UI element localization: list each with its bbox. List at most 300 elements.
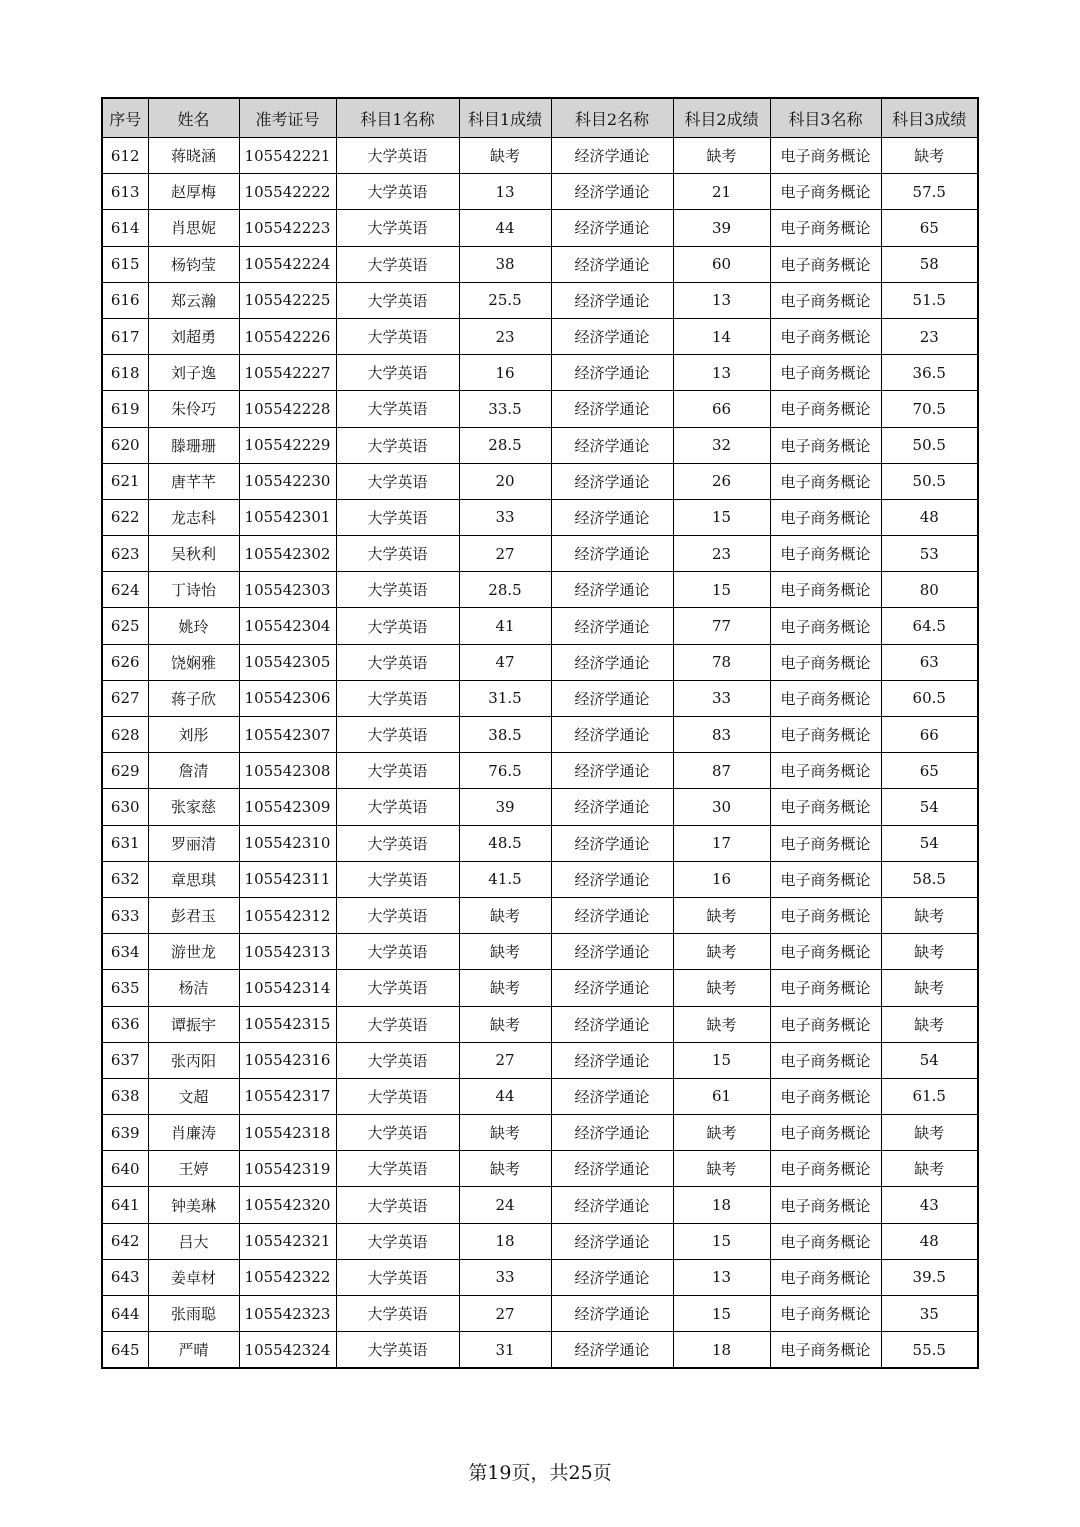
- subject3-score-cell: 55.5: [881, 1332, 978, 1369]
- subject3-score-cell: 48: [881, 499, 978, 535]
- subject2-score-cell: 缺考: [673, 897, 770, 933]
- subject3-score-cell: 缺考: [881, 897, 978, 933]
- table-row: [102, 210, 978, 246]
- subject1-score-cell: 28.5: [459, 427, 551, 463]
- table-row: [102, 1259, 978, 1295]
- subject2-name-cell: 经济学通论: [551, 355, 673, 391]
- subject3-name-cell: 电子商务概论: [770, 174, 881, 210]
- subject1-score-cell: 20: [459, 463, 551, 499]
- exam-id-cell: 105542316: [239, 1042, 336, 1078]
- score-table: [101, 97, 979, 1369]
- subject3-name-cell: 电子商务概论: [770, 1296, 881, 1332]
- subject1-score-cell: 27: [459, 1042, 551, 1078]
- subject2-score-cell: 39: [673, 210, 770, 246]
- subject3-score-cell: 53: [881, 536, 978, 572]
- table-row: [102, 499, 978, 535]
- table-row: [102, 1332, 978, 1369]
- column-header-name: 姓名: [148, 98, 239, 138]
- name-cell: 蒋晓涵: [148, 138, 239, 174]
- exam-id-cell: 105542305: [239, 644, 336, 680]
- subject2-score-cell: 18: [673, 1332, 770, 1369]
- subject2-score-cell: 30: [673, 789, 770, 825]
- subject2-score-cell: 缺考: [673, 1006, 770, 1042]
- subject3-name-cell: 电子商务概论: [770, 1151, 881, 1187]
- subject1-score-cell: 25.5: [459, 282, 551, 318]
- subject1-name-cell: 大学英语: [336, 1078, 459, 1114]
- subject2-score-cell: 15: [673, 1042, 770, 1078]
- index-cell: 638: [102, 1078, 148, 1114]
- subject3-name-cell: 电子商务概论: [770, 861, 881, 897]
- subject1-score-cell: 缺考: [459, 1151, 551, 1187]
- name-cell: 赵厚梅: [148, 174, 239, 210]
- subject2-name-cell: 经济学通论: [551, 1296, 673, 1332]
- subject1-name-cell: 大学英语: [336, 536, 459, 572]
- subject3-name-cell: 电子商务概论: [770, 1259, 881, 1295]
- exam-id-cell: 105542323: [239, 1296, 336, 1332]
- name-cell: 姚玲: [148, 608, 239, 644]
- subject2-name-cell: 经济学通论: [551, 608, 673, 644]
- index-cell: 635: [102, 970, 148, 1006]
- subject2-name-cell: 经济学通论: [551, 825, 673, 861]
- subject3-score-cell: 缺考: [881, 934, 978, 970]
- subject2-score-cell: 32: [673, 427, 770, 463]
- subject1-name-cell: 大学英语: [336, 174, 459, 210]
- table-row: [102, 789, 978, 825]
- index-cell: 640: [102, 1151, 148, 1187]
- subject3-score-cell: 61.5: [881, 1078, 978, 1114]
- exam-id-cell: 105542318: [239, 1115, 336, 1151]
- subject2-score-cell: 缺考: [673, 138, 770, 174]
- subject2-name-cell: 经济学通论: [551, 1042, 673, 1078]
- subject1-score-cell: 38: [459, 246, 551, 282]
- subject2-score-cell: 15: [673, 1223, 770, 1259]
- table-row: [102, 897, 978, 933]
- subject1-name-cell: 大学英语: [336, 1296, 459, 1332]
- subject2-name-cell: 经济学通论: [551, 970, 673, 1006]
- page-number: 第19页，共25页: [468, 1462, 612, 1484]
- subject3-name-cell: 电子商务概论: [770, 1115, 881, 1151]
- subject1-score-cell: 缺考: [459, 897, 551, 933]
- name-cell: 姜卓材: [148, 1259, 239, 1295]
- subject1-score-cell: 24: [459, 1187, 551, 1223]
- subject3-name-cell: 电子商务概论: [770, 1078, 881, 1114]
- column-header-index: 序号: [102, 98, 148, 138]
- subject1-score-cell: 13: [459, 174, 551, 210]
- name-cell: 杨钧莹: [148, 246, 239, 282]
- subject3-score-cell: 57.5: [881, 174, 978, 210]
- subject3-score-cell: 缺考: [881, 138, 978, 174]
- table-header: [102, 98, 978, 138]
- exam-id-cell: 105542301: [239, 499, 336, 535]
- subject1-score-cell: 27: [459, 536, 551, 572]
- subject2-score-cell: 13: [673, 355, 770, 391]
- subject3-score-cell: 35: [881, 1296, 978, 1332]
- subject3-score-cell: 36.5: [881, 355, 978, 391]
- header-row: [102, 98, 978, 138]
- subject2-score-cell: 26: [673, 463, 770, 499]
- subject3-name-cell: 电子商务概论: [770, 210, 881, 246]
- subject1-name-cell: 大学英语: [336, 1259, 459, 1295]
- index-cell: 617: [102, 318, 148, 354]
- subject3-name-cell: 电子商务概论: [770, 1006, 881, 1042]
- subject2-score-cell: 缺考: [673, 1115, 770, 1151]
- index-cell: 639: [102, 1115, 148, 1151]
- subject2-name-cell: 经济学通论: [551, 536, 673, 572]
- subject3-score-cell: 缺考: [881, 970, 978, 1006]
- subject1-score-cell: 18: [459, 1223, 551, 1259]
- index-cell: 643: [102, 1259, 148, 1295]
- subject2-score-cell: 66: [673, 391, 770, 427]
- index-cell: 626: [102, 644, 148, 680]
- subject2-name-cell: 经济学通论: [551, 861, 673, 897]
- table-row: [102, 1006, 978, 1042]
- index-cell: 630: [102, 789, 148, 825]
- subject3-name-cell: 电子商务概论: [770, 391, 881, 427]
- subject2-name-cell: 经济学通论: [551, 318, 673, 354]
- subject2-name-cell: 经济学通论: [551, 282, 673, 318]
- subject2-name-cell: 经济学通论: [551, 427, 673, 463]
- subject2-name-cell: 经济学通论: [551, 680, 673, 716]
- subject2-name-cell: 经济学通论: [551, 1115, 673, 1151]
- column-header-subject1-name: 科目1名称: [336, 98, 459, 138]
- subject1-name-cell: 大学英语: [336, 1332, 459, 1369]
- name-cell: 钟美琳: [148, 1187, 239, 1223]
- exam-id-cell: 105542309: [239, 789, 336, 825]
- subject1-score-cell: 缺考: [459, 1115, 551, 1151]
- table-row: [102, 282, 978, 318]
- index-cell: 622: [102, 499, 148, 535]
- subject2-score-cell: 21: [673, 174, 770, 210]
- subject3-name-cell: 电子商务概论: [770, 934, 881, 970]
- index-cell: 632: [102, 861, 148, 897]
- subject1-score-cell: 33.5: [459, 391, 551, 427]
- name-cell: 杨洁: [148, 970, 239, 1006]
- name-cell: 郑云瀚: [148, 282, 239, 318]
- subject1-score-cell: 缺考: [459, 934, 551, 970]
- subject1-name-cell: 大学英语: [336, 825, 459, 861]
- subject1-name-cell: 大学英语: [336, 355, 459, 391]
- subject2-score-cell: 缺考: [673, 934, 770, 970]
- column-header-subject3-name: 科目3名称: [770, 98, 881, 138]
- table-row: [102, 717, 978, 753]
- table-row: [102, 608, 978, 644]
- subject1-score-cell: 41: [459, 608, 551, 644]
- index-cell: 618: [102, 355, 148, 391]
- table-row: [102, 861, 978, 897]
- subject3-score-cell: 39.5: [881, 1259, 978, 1295]
- subject1-score-cell: 27: [459, 1296, 551, 1332]
- index-cell: 613: [102, 174, 148, 210]
- subject2-score-cell: 61: [673, 1078, 770, 1114]
- table-row: [102, 1296, 978, 1332]
- name-cell: 文超: [148, 1078, 239, 1114]
- subject3-name-cell: 电子商务概论: [770, 572, 881, 608]
- subject1-score-cell: 31.5: [459, 680, 551, 716]
- table-row: [102, 1115, 978, 1151]
- subject3-score-cell: 60.5: [881, 680, 978, 716]
- column-header-exam-id: 准考证号: [239, 98, 336, 138]
- subject2-score-cell: 缺考: [673, 1151, 770, 1187]
- exam-id-cell: 105542226: [239, 318, 336, 354]
- name-cell: 吴秋利: [148, 536, 239, 572]
- table-row: [102, 536, 978, 572]
- name-cell: 丁诗怡: [148, 572, 239, 608]
- subject3-name-cell: 电子商务概论: [770, 282, 881, 318]
- exam-id-cell: 105542223: [239, 210, 336, 246]
- subject1-name-cell: 大学英语: [336, 1115, 459, 1151]
- table-row: [102, 246, 978, 282]
- subject1-score-cell: 48.5: [459, 825, 551, 861]
- index-cell: 616: [102, 282, 148, 318]
- exam-id-cell: 105542310: [239, 825, 336, 861]
- index-cell: 615: [102, 246, 148, 282]
- table-row: [102, 391, 978, 427]
- subject1-score-cell: 31: [459, 1332, 551, 1369]
- name-cell: 张雨聪: [148, 1296, 239, 1332]
- subject2-name-cell: 经济学通论: [551, 572, 673, 608]
- name-cell: 唐芊芊: [148, 463, 239, 499]
- subject3-score-cell: 缺考: [881, 1006, 978, 1042]
- exam-id-cell: 105542221: [239, 138, 336, 174]
- subject1-score-cell: 16: [459, 355, 551, 391]
- subject1-name-cell: 大学英语: [336, 608, 459, 644]
- table-row: [102, 572, 978, 608]
- subject3-score-cell: 70.5: [881, 391, 978, 427]
- subject2-name-cell: 经济学通论: [551, 717, 673, 753]
- subject1-name-cell: 大学英语: [336, 861, 459, 897]
- index-cell: 636: [102, 1006, 148, 1042]
- name-cell: 谭振宇: [148, 1006, 239, 1042]
- exam-id-cell: 105542228: [239, 391, 336, 427]
- table-row: [102, 463, 978, 499]
- name-cell: 滕珊珊: [148, 427, 239, 463]
- exam-id-cell: 105542315: [239, 1006, 336, 1042]
- subject1-name-cell: 大学英语: [336, 1223, 459, 1259]
- index-cell: 628: [102, 717, 148, 753]
- table-row: [102, 174, 978, 210]
- subject3-name-cell: 电子商务概论: [770, 318, 881, 354]
- subject1-score-cell: 41.5: [459, 861, 551, 897]
- subject3-score-cell: 50.5: [881, 427, 978, 463]
- subject3-name-cell: 电子商务概论: [770, 1042, 881, 1078]
- table-row: [102, 934, 978, 970]
- column-header-subject1-score: 科目1成绩: [459, 98, 551, 138]
- subject2-name-cell: 经济学通论: [551, 499, 673, 535]
- subject2-score-cell: 15: [673, 499, 770, 535]
- subject3-name-cell: 电子商务概论: [770, 753, 881, 789]
- subject3-name-cell: 电子商务概论: [770, 1223, 881, 1259]
- exam-id-cell: 105542227: [239, 355, 336, 391]
- table-body: [102, 138, 978, 1369]
- subject1-name-cell: 大学英语: [336, 789, 459, 825]
- name-cell: 游世龙: [148, 934, 239, 970]
- subject3-score-cell: 65: [881, 753, 978, 789]
- index-cell: 645: [102, 1332, 148, 1369]
- subject2-name-cell: 经济学通论: [551, 934, 673, 970]
- exam-id-cell: 105542312: [239, 897, 336, 933]
- index-cell: 614: [102, 210, 148, 246]
- subject1-name-cell: 大学英语: [336, 644, 459, 680]
- table-row: [102, 644, 978, 680]
- subject3-score-cell: 80: [881, 572, 978, 608]
- subject2-name-cell: 经济学通论: [551, 897, 673, 933]
- subject2-score-cell: 33: [673, 680, 770, 716]
- subject1-name-cell: 大学英语: [336, 391, 459, 427]
- exam-id-cell: 105542306: [239, 680, 336, 716]
- exam-id-cell: 105542225: [239, 282, 336, 318]
- index-cell: 621: [102, 463, 148, 499]
- subject1-name-cell: 大学英语: [336, 1006, 459, 1042]
- subject1-score-cell: 23: [459, 318, 551, 354]
- subject1-name-cell: 大学英语: [336, 1151, 459, 1187]
- subject3-score-cell: 58.5: [881, 861, 978, 897]
- index-cell: 637: [102, 1042, 148, 1078]
- table-row: [102, 825, 978, 861]
- exam-id-cell: 105542222: [239, 174, 336, 210]
- subject2-name-cell: 经济学通论: [551, 1078, 673, 1114]
- name-cell: 刘超勇: [148, 318, 239, 354]
- subject2-score-cell: 87: [673, 753, 770, 789]
- subject1-name-cell: 大学英语: [336, 138, 459, 174]
- subject3-name-cell: 电子商务概论: [770, 427, 881, 463]
- subject1-score-cell: 缺考: [459, 138, 551, 174]
- subject3-name-cell: 电子商务概论: [770, 1187, 881, 1223]
- subject2-name-cell: 经济学通论: [551, 1259, 673, 1295]
- subject1-name-cell: 大学英语: [336, 318, 459, 354]
- subject1-name-cell: 大学英语: [336, 427, 459, 463]
- subject3-name-cell: 电子商务概论: [770, 897, 881, 933]
- subject2-score-cell: 13: [673, 282, 770, 318]
- name-cell: 肖思妮: [148, 210, 239, 246]
- subject2-name-cell: 经济学通论: [551, 391, 673, 427]
- subject1-name-cell: 大学英语: [336, 680, 459, 716]
- name-cell: 王婷: [148, 1151, 239, 1187]
- subject2-score-cell: 15: [673, 1296, 770, 1332]
- subject2-score-cell: 60: [673, 246, 770, 282]
- table-row: [102, 970, 978, 1006]
- column-header-subject2-name: 科目2名称: [551, 98, 673, 138]
- subject1-score-cell: 44: [459, 210, 551, 246]
- subject1-score-cell: 33: [459, 1259, 551, 1295]
- index-cell: 625: [102, 608, 148, 644]
- subject1-score-cell: 47: [459, 644, 551, 680]
- name-cell: 蒋子欣: [148, 680, 239, 716]
- subject2-score-cell: 13: [673, 1259, 770, 1295]
- index-cell: 641: [102, 1187, 148, 1223]
- subject3-score-cell: 64.5: [881, 608, 978, 644]
- subject1-score-cell: 39: [459, 789, 551, 825]
- exam-id-cell: 105542307: [239, 717, 336, 753]
- subject2-name-cell: 经济学通论: [551, 644, 673, 680]
- exam-id-cell: 105542324: [239, 1332, 336, 1369]
- subject3-score-cell: 54: [881, 789, 978, 825]
- subject3-score-cell: 43: [881, 1187, 978, 1223]
- table-row: [102, 1078, 978, 1114]
- table-row: [102, 427, 978, 463]
- subject1-name-cell: 大学英语: [336, 1042, 459, 1078]
- subject3-score-cell: 缺考: [881, 1115, 978, 1151]
- subject3-name-cell: 电子商务概论: [770, 499, 881, 535]
- subject2-name-cell: 经济学通论: [551, 1332, 673, 1369]
- subject2-score-cell: 83: [673, 717, 770, 753]
- name-cell: 严晴: [148, 1332, 239, 1369]
- subject3-name-cell: 电子商务概论: [770, 138, 881, 174]
- subject1-name-cell: 大学英语: [336, 970, 459, 1006]
- subject2-name-cell: 经济学通论: [551, 174, 673, 210]
- subject1-score-cell: 44: [459, 1078, 551, 1114]
- subject2-name-cell: 经济学通论: [551, 1006, 673, 1042]
- name-cell: 张丙阳: [148, 1042, 239, 1078]
- index-cell: 627: [102, 680, 148, 716]
- subject1-name-cell: 大学英语: [336, 897, 459, 933]
- table-row: [102, 680, 978, 716]
- index-cell: 642: [102, 1223, 148, 1259]
- subject3-score-cell: 缺考: [881, 1151, 978, 1187]
- subject3-name-cell: 电子商务概论: [770, 825, 881, 861]
- subject3-score-cell: 48: [881, 1223, 978, 1259]
- subject1-name-cell: 大学英语: [336, 572, 459, 608]
- subject1-name-cell: 大学英语: [336, 717, 459, 753]
- name-cell: 彭君玉: [148, 897, 239, 933]
- exam-id-cell: 105542311: [239, 861, 336, 897]
- table-row: [102, 1042, 978, 1078]
- exam-id-cell: 105542320: [239, 1187, 336, 1223]
- table-row: [102, 1187, 978, 1223]
- table-row: [102, 355, 978, 391]
- subject3-score-cell: 51.5: [881, 282, 978, 318]
- subject2-name-cell: 经济学通论: [551, 138, 673, 174]
- subject3-name-cell: 电子商务概论: [770, 463, 881, 499]
- name-cell: 龙志科: [148, 499, 239, 535]
- subject2-score-cell: 18: [673, 1187, 770, 1223]
- name-cell: 刘彤: [148, 717, 239, 753]
- subject1-score-cell: 76.5: [459, 753, 551, 789]
- subject1-name-cell: 大学英语: [336, 499, 459, 535]
- index-cell: 623: [102, 536, 148, 572]
- subject1-score-cell: 33: [459, 499, 551, 535]
- subject3-name-cell: 电子商务概论: [770, 1332, 881, 1369]
- index-cell: 633: [102, 897, 148, 933]
- subject2-name-cell: 经济学通论: [551, 246, 673, 282]
- table-row: [102, 1223, 978, 1259]
- subject2-score-cell: 77: [673, 608, 770, 644]
- subject1-name-cell: 大学英语: [336, 463, 459, 499]
- subject1-score-cell: 28.5: [459, 572, 551, 608]
- subject2-name-cell: 经济学通论: [551, 789, 673, 825]
- subject2-score-cell: 16: [673, 861, 770, 897]
- subject3-name-cell: 电子商务概论: [770, 536, 881, 572]
- name-cell: 饶娴雅: [148, 644, 239, 680]
- subject3-score-cell: 23: [881, 318, 978, 354]
- exam-id-cell: 105542224: [239, 246, 336, 282]
- exam-id-cell: 105542302: [239, 536, 336, 572]
- subject3-score-cell: 66: [881, 717, 978, 753]
- exam-id-cell: 105542321: [239, 1223, 336, 1259]
- name-cell: 朱伶巧: [148, 391, 239, 427]
- subject3-name-cell: 电子商务概论: [770, 970, 881, 1006]
- index-cell: 634: [102, 934, 148, 970]
- exam-id-cell: 105542317: [239, 1078, 336, 1114]
- exam-id-cell: 105542304: [239, 608, 336, 644]
- subject1-score-cell: 缺考: [459, 1006, 551, 1042]
- name-cell: 肖廉涛: [148, 1115, 239, 1151]
- table-row: [102, 1151, 978, 1187]
- exam-id-cell: 105542303: [239, 572, 336, 608]
- subject3-score-cell: 63: [881, 644, 978, 680]
- exam-id-cell: 105542313: [239, 934, 336, 970]
- subject1-score-cell: 38.5: [459, 717, 551, 753]
- name-cell: 张家慈: [148, 789, 239, 825]
